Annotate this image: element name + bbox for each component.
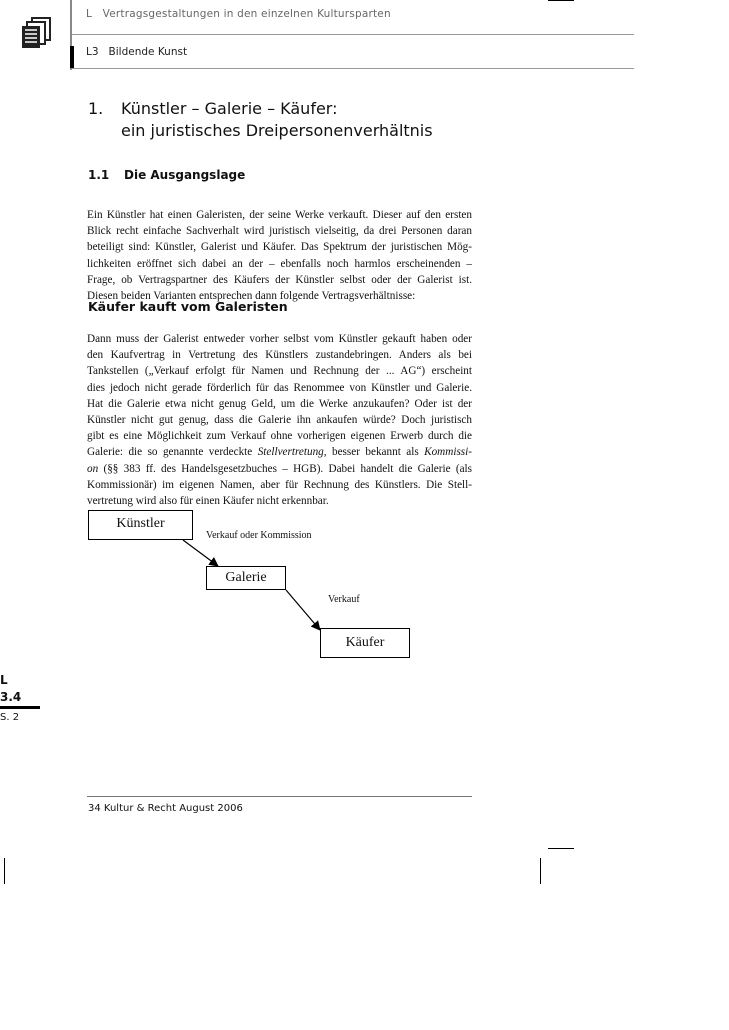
text-line: lichkeiten eröffnet sich dabei an der – ebenfalls noch harmlos erscheinenden – — [87, 257, 472, 270]
arrow-kuenstler-galerie — [183, 540, 218, 566]
text-line: Blick recht einfache Sachverhalt wird juristisch vielseitig, da drei Personen daran — [87, 225, 472, 238]
text-line: Dann muss der Galerist entweder vorher selbst vom Künstler gekauft haben oder — [87, 333, 472, 345]
footer-rule — [87, 796, 472, 797]
text-line: on (§§ 383 ff. des Handelsgesetzbuches – HGB). Dabei handelt die Galerie (als — [87, 462, 472, 475]
side-tab-letter: L — [0, 673, 8, 687]
text-line: Hat die Galerie etwa nicht genug Geld, um die Werke anzukaufen? Oder ist der — [87, 397, 472, 410]
text-line: Diesen beiden Varianten entsprechen dann folgende Vertragsverhältnisse: — [87, 290, 416, 303]
text-line: Tankstellen („Verkauf erfolgt für Namen und Rechnung der ... AG“) erscheint — [87, 365, 472, 378]
header-chapter: L Vertragsgestaltungen in den einzelnen Kultursparten — [86, 8, 391, 20]
text-line: gibt es eine Möglichkeit zum Verkauf ohne vorherigen eigenen Erwerb durch die — [87, 430, 472, 443]
crop-mark — [4, 858, 5, 884]
diagram-edge-label-1: Verkauf oder Kommission — [206, 530, 312, 541]
subheading-title: Die Ausgangslage — [124, 168, 246, 182]
diagram-edge-label-2: Verkauf — [328, 594, 360, 605]
crop-mark — [540, 858, 541, 884]
text-line: Künstler nicht gut genug, dass die Galerie ihn ankaufen würde? Doch juristisch — [87, 414, 472, 427]
text-line: den Kaufvertrag in Vertretung des Künstlers zustandebringen. Anders als bei — [87, 349, 472, 362]
subheading-kaeufer: Käufer kauft vom Galeristen — [88, 299, 288, 314]
subheading-number: 1.1 — [88, 168, 110, 182]
text-line: beteiligt sind: Künstler, Galerist und Käufer. Das Spektrum der juristischen Mög- — [87, 241, 472, 254]
text-line: Frage, ob Vertragspartner des Käufers der Künstler selbst oder der Galerist ist. — [87, 273, 472, 286]
side-tab-page: S. 2 — [0, 712, 20, 723]
text-line: dies jedoch nicht gerade förderlich für das Renommee von Künstler und Galerie. — [87, 381, 472, 394]
diagram-node-kaeufer: Käufer — [320, 628, 410, 658]
text-line: Galerie: die so genannte verdeckte Stellvertretung, besser bekannt als Kommissi- — [87, 446, 472, 459]
text-line: Ein Künstler hat einen Galeristen, der seine Werke verkauft. Dieser auf den ersten — [87, 209, 472, 221]
text-line: vertretung wird also für einen Käufer nicht erkennbar. — [87, 495, 329, 508]
text-line: Kommissionär) im eigenen Namen, aber für Rechnung des Künstlers. Die Stell- — [87, 478, 472, 491]
diagram-node-kuenstler: Künstler — [88, 510, 193, 540]
diagram-node-galerie: Galerie — [206, 566, 286, 590]
footer-text: 34 Kultur & Recht August 2006 — [88, 803, 243, 814]
heading-number: 1. — [88, 99, 104, 118]
side-tab-number: 3.4 — [0, 690, 22, 704]
side-tab-rule — [0, 706, 40, 709]
heading-line-2: ein juristisches Dreipersonenverhältnis — [121, 121, 433, 140]
crop-mark — [548, 848, 574, 849]
header-section: L3 Bildende Kunst — [86, 46, 188, 58]
arrow-galerie-kaeufer — [286, 590, 320, 630]
heading-line-1: Künstler – Galerie – Käufer: — [121, 99, 338, 118]
